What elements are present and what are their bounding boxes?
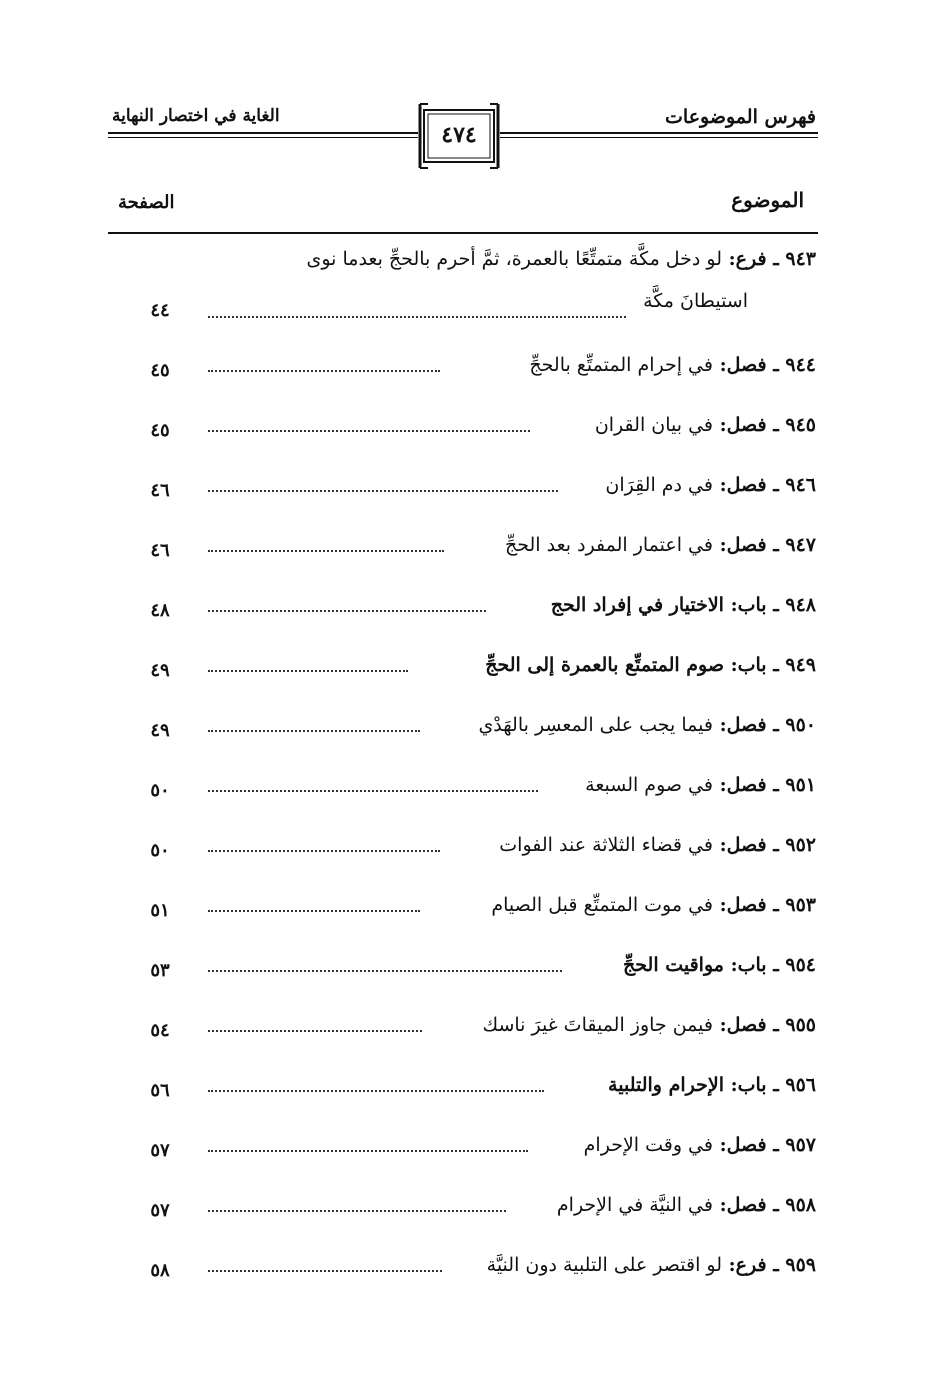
column-headers xyxy=(0,184,942,234)
entry-number: ٩٤٤ xyxy=(785,354,816,376)
header-rule-right-thin xyxy=(500,137,818,138)
entry-title: لو اقتصر على التلبية دون النيَّة xyxy=(486,1254,723,1276)
entry-kind: فصل xyxy=(726,774,767,796)
page-number-frame xyxy=(418,100,500,172)
entry-number: ٩٥٣ xyxy=(785,894,816,916)
dot-leader xyxy=(208,790,538,792)
entry-page: ٤٨ xyxy=(150,600,170,621)
dot-leader xyxy=(208,1090,544,1092)
entry-number: ٩٥٢ xyxy=(785,834,816,856)
entry-kind: باب xyxy=(737,654,767,676)
dot-leader xyxy=(208,730,420,732)
entry-page: ٥٧ xyxy=(150,1140,170,1161)
entry-page: ٥٨ xyxy=(150,1260,170,1281)
entry-number: ٩٥٨ xyxy=(785,1194,816,1216)
entry-title: في دم القِرَان xyxy=(605,474,713,496)
column-topic: الموضوع xyxy=(731,188,804,212)
dot-leader xyxy=(208,1030,422,1032)
entry-title: في موت المتمتِّع قبل الصيام xyxy=(491,894,713,916)
entry-number: ٩٤٣ xyxy=(785,248,816,270)
book-title: الغاية في اختصار النهاية xyxy=(112,106,280,126)
toc-entry: ٩٥١ ـ فصل: في صوم السبعة ٥٠ xyxy=(0,768,942,820)
entry-number: ٩٥١ xyxy=(785,774,816,796)
toc-entry: ٩٤٩ ـ باب: صوم المتمتِّع بالعمرة إلى الحجِّ ٤٩ xyxy=(0,648,942,700)
entry-kind: فصل xyxy=(726,414,767,436)
entry-kind: فرع xyxy=(735,248,767,270)
toc-entry: ٩٥٧ ـ فصل: في وقت الإحرام ٥٧ xyxy=(0,1128,942,1180)
section-title: فهرس الموضوعات xyxy=(665,106,816,128)
entry-page: ٥٤ xyxy=(150,1020,170,1041)
toc-entry: ٩٤٥ ـ فصل: في بيان القران ٤٥ xyxy=(0,408,942,460)
dot-leader xyxy=(208,430,530,432)
entry-title: الإحرام والتلبية xyxy=(608,1074,724,1096)
entry-title: فيما يجب على المعسِر بالهَدْي xyxy=(478,714,713,736)
page-header xyxy=(0,98,942,178)
entry-kind: فصل xyxy=(726,1134,767,1156)
dot-leader xyxy=(208,1150,528,1152)
toc-entry xyxy=(0,244,942,334)
entry-title: مواقيت الحجِّ xyxy=(623,954,724,976)
entry-page: ٥١ xyxy=(150,900,170,921)
entry-kind: فصل xyxy=(726,1194,767,1216)
entry-number: ٩٥٦ xyxy=(785,1074,816,1096)
entry-title: في إحرام المتمتِّع بالحجِّ xyxy=(529,354,713,376)
toc-entry: ٩٤٤ ـ فصل: في إحرام المتمتِّع بالحجِّ ٤٥ xyxy=(0,348,942,400)
toc-entry: ٩٤٧ ـ فصل: في اعتمار المفرد بعد الحجِّ ٤٦ xyxy=(0,528,942,580)
entry-kind: فصل xyxy=(726,714,767,736)
toc-entry: ٩٥٨ ـ فصل: في النيَّة في الإحرام ٥٧ xyxy=(0,1188,942,1240)
dot-leader xyxy=(208,1270,442,1272)
entry-title: في النيَّة في الإحرام xyxy=(556,1194,713,1216)
entry-number: ٩٥٩ xyxy=(785,1254,816,1276)
entry-title: في بيان القران xyxy=(594,414,713,436)
entry-page: ٤٩ xyxy=(150,660,170,681)
dot-leader xyxy=(208,1210,506,1212)
entry-title: لو دخل مكَّة متمتِّعًا بالعمرة، ثمَّ أحرم بالحجِّ بعدما نوى xyxy=(306,248,723,270)
header-rule-right xyxy=(500,132,818,134)
entry-number: ٩٤٧ xyxy=(785,534,816,556)
entry-page: ٤٥ xyxy=(150,360,170,381)
dot-leader xyxy=(208,370,440,372)
dot-leader xyxy=(208,490,558,492)
entry-page: ٤٩ xyxy=(150,720,170,741)
entry-number: ٩٤٦ xyxy=(785,474,816,496)
dot-leader xyxy=(208,610,486,612)
dot-leader xyxy=(208,316,626,318)
entry-kind: فصل xyxy=(726,894,767,916)
column-page: الصفحة xyxy=(118,192,175,213)
entry-title: فيمن جاوز الميقاتَ غيرَ ناسك xyxy=(482,1014,713,1036)
entry-page: ٥٧ xyxy=(150,1200,170,1221)
entry-title: الاختيار في إفراد الحج xyxy=(550,594,724,616)
entry-number: ٩٥٧ xyxy=(785,1134,816,1156)
dot-leader xyxy=(208,910,420,912)
entry-page: ٤٥ xyxy=(150,420,170,441)
entry-kind: فصل xyxy=(726,834,767,856)
header-rule-left-thin xyxy=(108,137,418,138)
entry-title-continued: استيطانَ مكَّة xyxy=(643,290,748,312)
dot-leader xyxy=(208,970,562,972)
entry-kind: فصل xyxy=(726,534,767,556)
entry-kind: باب xyxy=(737,594,767,616)
entry-number: ٩٥٠ xyxy=(785,714,816,736)
toc-entry: ٩٥٦ ـ باب: الإحرام والتلبية ٥٦ xyxy=(0,1068,942,1120)
entry-kind: فصل xyxy=(726,354,767,376)
entry-kind: فصل xyxy=(726,474,767,496)
entry-page: ٤٦ xyxy=(150,480,170,501)
entry-number: ٩٥٥ xyxy=(785,1014,816,1036)
entry-page: ٥٠ xyxy=(150,840,170,861)
toc-entry: ٩٤٨ ـ باب: الاختيار في إفراد الحج ٤٨ xyxy=(0,588,942,640)
column-rule xyxy=(108,232,818,234)
page-number: ٤٧٤ xyxy=(441,122,477,148)
dot-leader xyxy=(208,670,408,672)
toc-entry: ٩٥٩ ـ فرع: لو اقتصر على التلبية دون النيَّة ٥٨ xyxy=(0,1248,942,1300)
toc-entry: ٩٥٠ ـ فصل: فيما يجب على المعسِر بالهَدْي ٤٩ xyxy=(0,708,942,760)
entry-line-1: ٩٤٣ ـ فرع: لو دخل مكَّة متمتِّعًا بالعمرة، ثمَّ أحرم بالحجِّ بعدما نوى xyxy=(306,248,816,270)
entry-title: صوم المتمتِّع بالعمرة إلى الحجِّ xyxy=(485,654,724,676)
entry-title: في اعتمار المفرد بعد الحجِّ xyxy=(504,534,713,556)
header-rule-left xyxy=(108,132,418,134)
toc-entry: ٩٥٥ ـ فصل: فيمن جاوز الميقاتَ غيرَ ناسك ٥٤ xyxy=(0,1008,942,1060)
entry-page: ٤٤ xyxy=(150,300,170,321)
entry-page: ٥٦ xyxy=(150,1080,170,1101)
entry-kind: فصل xyxy=(726,1014,767,1036)
entry-title: في صوم السبعة xyxy=(585,774,713,796)
entry-title: في قضاء الثلاثة عند الفوات xyxy=(499,834,713,856)
entry-number: ٩٥٤ xyxy=(785,954,816,976)
toc-entry: ٩٥٢ ـ فصل: في قضاء الثلاثة عند الفوات ٥٠ xyxy=(0,828,942,880)
toc-entry: ٩٥٤ ـ باب: مواقيت الحجِّ ٥٣ xyxy=(0,948,942,1000)
dot-leader xyxy=(208,550,444,552)
entry-number: ٩٤٩ xyxy=(785,654,816,676)
entry-page: ٥٠ xyxy=(150,780,170,801)
entry-kind: باب xyxy=(737,954,767,976)
entry-number: ٩٤٥ xyxy=(785,414,816,436)
toc-entry: ٩٤٦ ـ فصل: في دم القِرَان ٤٦ xyxy=(0,468,942,520)
entry-kind: فرع xyxy=(735,1254,767,1276)
dot-leader xyxy=(208,850,440,852)
entry-title: في وقت الإحرام xyxy=(583,1134,713,1156)
entry-number: ٩٤٨ xyxy=(785,594,816,616)
toc-entry: ٩٥٣ ـ فصل: في موت المتمتِّع قبل الصيام ٥١ xyxy=(0,888,942,940)
entry-page: ٤٦ xyxy=(150,540,170,561)
entry-kind: باب xyxy=(737,1074,767,1096)
entry-page: ٥٣ xyxy=(150,960,170,981)
